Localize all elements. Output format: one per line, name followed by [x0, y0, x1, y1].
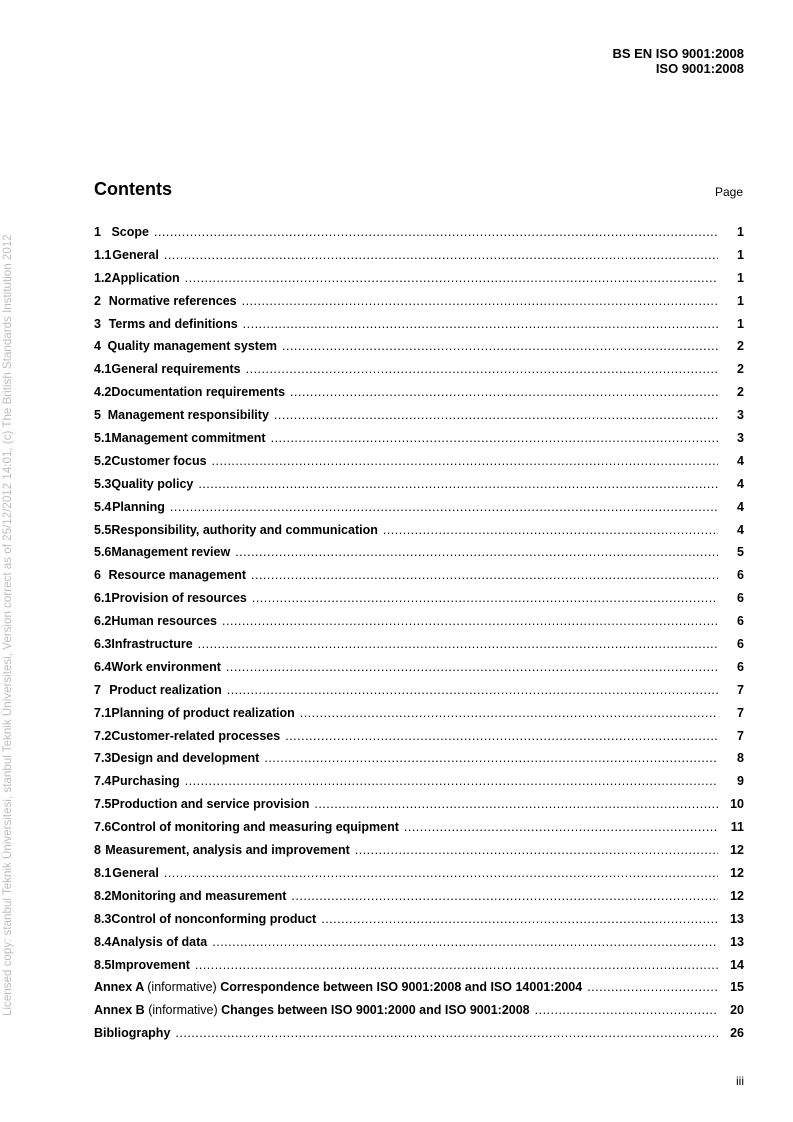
toc-entry-page: 6: [737, 614, 744, 629]
toc-entry-page: 12: [730, 843, 744, 858]
toc-dot-leader: [235, 545, 718, 559]
toc-dot-leader: [587, 980, 718, 994]
toc-entry-title: Design and development: [111, 751, 260, 766]
toc-annex-title-group: [94, 980, 582, 994]
toc-entry[interactable]: [94, 408, 744, 431]
toc-dot-leader: [227, 683, 718, 697]
toc-entry-title: General: [112, 865, 159, 880]
toc-entry-page: 4: [737, 499, 744, 514]
toc-entry-title: Responsibility, authority and communication: [111, 522, 378, 537]
toc-entry[interactable]: [94, 362, 744, 385]
toc-entry-page: 6: [737, 659, 744, 674]
toc-entry-page: 1: [737, 316, 744, 331]
toc-entry-page: 4: [737, 522, 744, 537]
document-header: [612, 46, 744, 76]
toc-entry-number: 1.2: [94, 270, 112, 285]
toc-entry[interactable]: [94, 843, 744, 866]
toc-dot-leader: [212, 454, 718, 468]
toc-annex-entry[interactable]: [94, 1003, 744, 1026]
toc-entry-page: 13: [730, 934, 744, 949]
toc-entry-number: 1.1: [94, 247, 112, 262]
toc-annex-page: 15: [730, 980, 744, 995]
toc-entry-title: Control of nonconforming product: [111, 911, 317, 926]
toc-entry-page: 1: [737, 225, 744, 239]
toc-entry-title: Management commitment: [111, 431, 266, 446]
toc-dot-leader: [170, 500, 718, 514]
toc-entry-number: 8.3: [94, 911, 112, 926]
toc-entry-number: 5.6: [94, 545, 112, 560]
toc-entry-title: Terms and definitions: [108, 316, 238, 331]
toc-entry-number: 8: [94, 843, 101, 858]
toc-entry-number: 5.4: [94, 499, 112, 514]
toc-entry-title: Scope: [111, 225, 149, 239]
toc-entry-title: Documentation requirements: [111, 385, 286, 400]
toc-entry[interactable]: [94, 500, 744, 523]
toc-entry-title: Monitoring and measurement: [111, 888, 287, 903]
page-column-label: Page: [714, 185, 743, 199]
toc-dot-leader: [175, 1026, 718, 1040]
toc-entry-title: Customer focus: [111, 453, 207, 468]
toc-entry-page: 12: [730, 865, 744, 880]
toc-dot-leader: [242, 294, 718, 308]
page-number: iii: [736, 1074, 744, 1088]
toc-annex-title: Changes between ISO 9001:2000 and ISO 9001:2008: [221, 1003, 530, 1018]
toc-dot-leader: [251, 568, 718, 582]
toc-entry-number: 5.3: [94, 476, 112, 491]
toc-dot-leader: [282, 339, 718, 353]
toc-entry[interactable]: [94, 889, 744, 912]
toc-entry[interactable]: [94, 614, 744, 637]
toc-entry-title: Resource management: [108, 568, 247, 583]
toc-entry-title: Production and service provision: [111, 797, 310, 812]
toc-annex-type: (informative): [148, 1003, 218, 1018]
toc-bibliography-entry[interactable]: [94, 1026, 744, 1049]
toc-entry-page: 11: [730, 820, 744, 835]
toc-entry-page: 3: [737, 408, 744, 423]
toc-dot-leader: [198, 637, 718, 651]
toc-entry-number: 6.4: [94, 659, 112, 674]
toc-entry-title: Management review: [111, 545, 231, 560]
toc-dot-leader: [271, 431, 718, 445]
toc-entry-number: 5.2: [94, 453, 112, 468]
toc-entry-number: 7: [94, 682, 101, 697]
toc-entry-number: 5.5: [94, 522, 112, 537]
toc-entry-title: Human resources: [111, 614, 217, 629]
toc-entry-page: 7: [737, 682, 744, 697]
toc-entry-title: Customer-related processes: [111, 728, 281, 743]
toc-entry-title: Quality management system: [107, 339, 278, 354]
toc-annex-type: (informative): [147, 980, 217, 995]
toc-entry-page: 1: [737, 293, 744, 308]
toc-entry-page: 8: [737, 751, 744, 766]
toc-entry-number: 6.3: [94, 637, 112, 652]
toc-dot-leader: [164, 248, 718, 262]
toc-entry[interactable]: [94, 477, 744, 500]
toc-entry-number: 2: [94, 293, 101, 308]
toc-entry-page: 1: [737, 270, 744, 285]
toc-entry-page: 4: [737, 453, 744, 468]
toc-entry-number: 8.1: [94, 865, 112, 880]
toc-entry-page: 3: [737, 431, 744, 446]
toc-entry[interactable]: [94, 683, 744, 706]
toc-entry[interactable]: [94, 912, 744, 935]
toc-entry[interactable]: [94, 454, 744, 477]
toc-dot-leader: [290, 385, 718, 399]
toc-entry-title: Planning of product realization: [111, 705, 295, 720]
toc-entry[interactable]: [94, 431, 744, 454]
toc-entry-number: 4.1: [94, 362, 112, 377]
toc-entry-number: 7.1: [94, 705, 112, 720]
toc-entry[interactable]: [94, 339, 744, 362]
toc-dot-leader: [314, 797, 718, 811]
toc-entry-title: Work environment: [111, 659, 221, 674]
toc-bibliography-title: Bibliography: [94, 1026, 171, 1041]
toc-entry-title: Product realization: [109, 682, 222, 697]
toc-entry-number: 6: [94, 568, 101, 583]
toc-entry-page: 9: [737, 774, 744, 789]
toc-dot-leader: [285, 729, 718, 743]
toc-entry-page: 6: [737, 637, 744, 652]
toc-entry-number: 7.2: [94, 728, 112, 743]
toc-entry-page: 7: [737, 728, 744, 743]
toc-entry-page: 2: [737, 362, 744, 377]
toc-entry-page: 10: [730, 797, 744, 812]
table-of-contents: [94, 225, 744, 1049]
toc-entry[interactable]: [94, 317, 744, 340]
toc-entry-page: 14: [730, 957, 744, 972]
toc-entry-title: Planning: [112, 499, 165, 514]
toc-entry-page: 6: [737, 591, 744, 606]
toc-entry-title: General: [112, 247, 159, 262]
toc-dot-leader: [383, 523, 718, 537]
toc-dot-leader: [321, 912, 718, 926]
toc-dot-leader: [243, 317, 718, 331]
toc-dot-leader: [355, 843, 718, 857]
toc-entry[interactable]: [94, 225, 744, 248]
license-watermark: Licensed copy: stanbul Teknik Üniversitesi, stanbul Teknik Üniversitesi, Version correct as of 25/12/2012 14:01, (c) The British Standards Institution 2012: [1, 234, 14, 1016]
standard-designation-bs-en: BS EN ISO 9001:2008: [612, 46, 744, 61]
toc-entry-number: 5: [94, 408, 101, 423]
toc-dot-leader: [404, 820, 718, 834]
toc-entry-number: 8.2: [94, 888, 112, 903]
toc-annex-title: Correspondence between ISO 9001:2008 and ISO 14001:2004: [220, 980, 583, 995]
toc-entry[interactable]: [94, 706, 744, 729]
toc-annex-page: 20: [730, 1003, 744, 1018]
toc-entry[interactable]: [94, 751, 744, 774]
toc-entry-page: 13: [730, 911, 744, 926]
toc-entry-title: General requirements: [111, 362, 241, 377]
contents-heading: Contents: [94, 179, 172, 199]
toc-entry-number: 8.5: [94, 957, 112, 972]
toc-entry[interactable]: [94, 958, 744, 981]
toc-dot-leader: [274, 408, 718, 422]
toc-annex-label: Annex B: [94, 1003, 145, 1018]
toc-dot-leader: [535, 1003, 718, 1017]
toc-entry[interactable]: [94, 820, 744, 843]
toc-entry-title: Improvement: [111, 957, 190, 972]
toc-dot-leader: [164, 866, 718, 880]
toc-dot-leader: [246, 362, 718, 376]
toc-entry-title: Normative references: [108, 293, 237, 308]
toc-entry-number: 7.3: [94, 751, 112, 766]
toc-entry-page: 7: [737, 705, 744, 720]
toc-entry-page: 6: [737, 568, 744, 583]
toc-entry[interactable]: [94, 797, 744, 820]
toc-entry-number: 4.2: [94, 385, 112, 400]
toc-entry-title: Management responsibility: [107, 408, 269, 423]
toc-entry-page: 5: [737, 545, 744, 560]
toc-entry[interactable]: [94, 248, 744, 271]
toc-entry-page: 2: [737, 339, 744, 354]
toc-entry[interactable]: [94, 385, 744, 408]
toc-entry[interactable]: [94, 866, 744, 889]
toc-entry-title: Purchasing: [111, 774, 180, 789]
toc-dot-leader: [264, 751, 718, 765]
toc-annex-label: Annex A: [94, 980, 144, 995]
toc-entry[interactable]: [94, 294, 744, 317]
toc-entry[interactable]: [94, 660, 744, 683]
toc-entry[interactable]: [94, 729, 744, 752]
toc-entry[interactable]: [94, 935, 744, 958]
toc-entry[interactable]: [94, 637, 744, 660]
toc-entry-title: Measurement, analysis and improvement: [105, 843, 350, 858]
toc-entry-number: 3: [94, 316, 101, 331]
toc-dot-leader: [185, 774, 718, 788]
toc-entry-number: 7.4: [94, 774, 112, 789]
toc-entry-number: 6.2: [94, 614, 112, 629]
toc-entry-title: Provision of resources: [111, 591, 247, 606]
toc-entry[interactable]: [94, 591, 744, 614]
toc-entry-page: 1: [737, 247, 744, 262]
toc-entry-title: Quality policy: [111, 476, 194, 491]
toc-dot-leader: [154, 225, 718, 239]
toc-dot-leader: [252, 591, 718, 605]
toc-entry[interactable]: [94, 545, 744, 568]
toc-entry-title: Application: [111, 270, 180, 285]
toc-dot-leader: [226, 660, 718, 674]
toc-dot-leader: [195, 958, 718, 972]
toc-entry-number: 8.4: [94, 934, 112, 949]
toc-dot-leader: [291, 889, 718, 903]
toc-annex-entry[interactable]: [94, 980, 744, 1003]
toc-entry-number: 4: [94, 339, 101, 354]
toc-dot-leader: [185, 271, 718, 285]
toc-entry-title: Analysis of data: [111, 934, 208, 949]
toc-dot-leader: [300, 706, 718, 720]
toc-entry-page: 2: [737, 385, 744, 400]
toc-entry-page: 4: [737, 476, 744, 491]
standard-designation-iso: ISO 9001:2008: [655, 61, 744, 76]
toc-entry-number: 6.1: [94, 591, 112, 606]
toc-entry[interactable]: [94, 568, 744, 591]
toc-entry-number: 7.6: [94, 820, 112, 835]
toc-entry-number: 5.1: [94, 431, 112, 446]
toc-bibliography-page: 26: [730, 1026, 744, 1041]
toc-entry[interactable]: [94, 271, 744, 294]
toc-entry-number: 1: [94, 225, 101, 239]
toc-entry-page: 12: [730, 888, 744, 903]
toc-entry[interactable]: [94, 523, 744, 546]
toc-dot-leader: [222, 614, 718, 628]
toc-entry-number: 7.5: [94, 797, 112, 812]
toc-entry[interactable]: [94, 774, 744, 797]
toc-dot-leader: [198, 477, 718, 491]
toc-entry-title: Infrastructure: [111, 637, 193, 652]
toc-dot-leader: [212, 935, 718, 949]
toc-annex-title-group: [94, 1003, 530, 1017]
toc-entry-title: Control of monitoring and measuring equipment: [111, 820, 399, 835]
